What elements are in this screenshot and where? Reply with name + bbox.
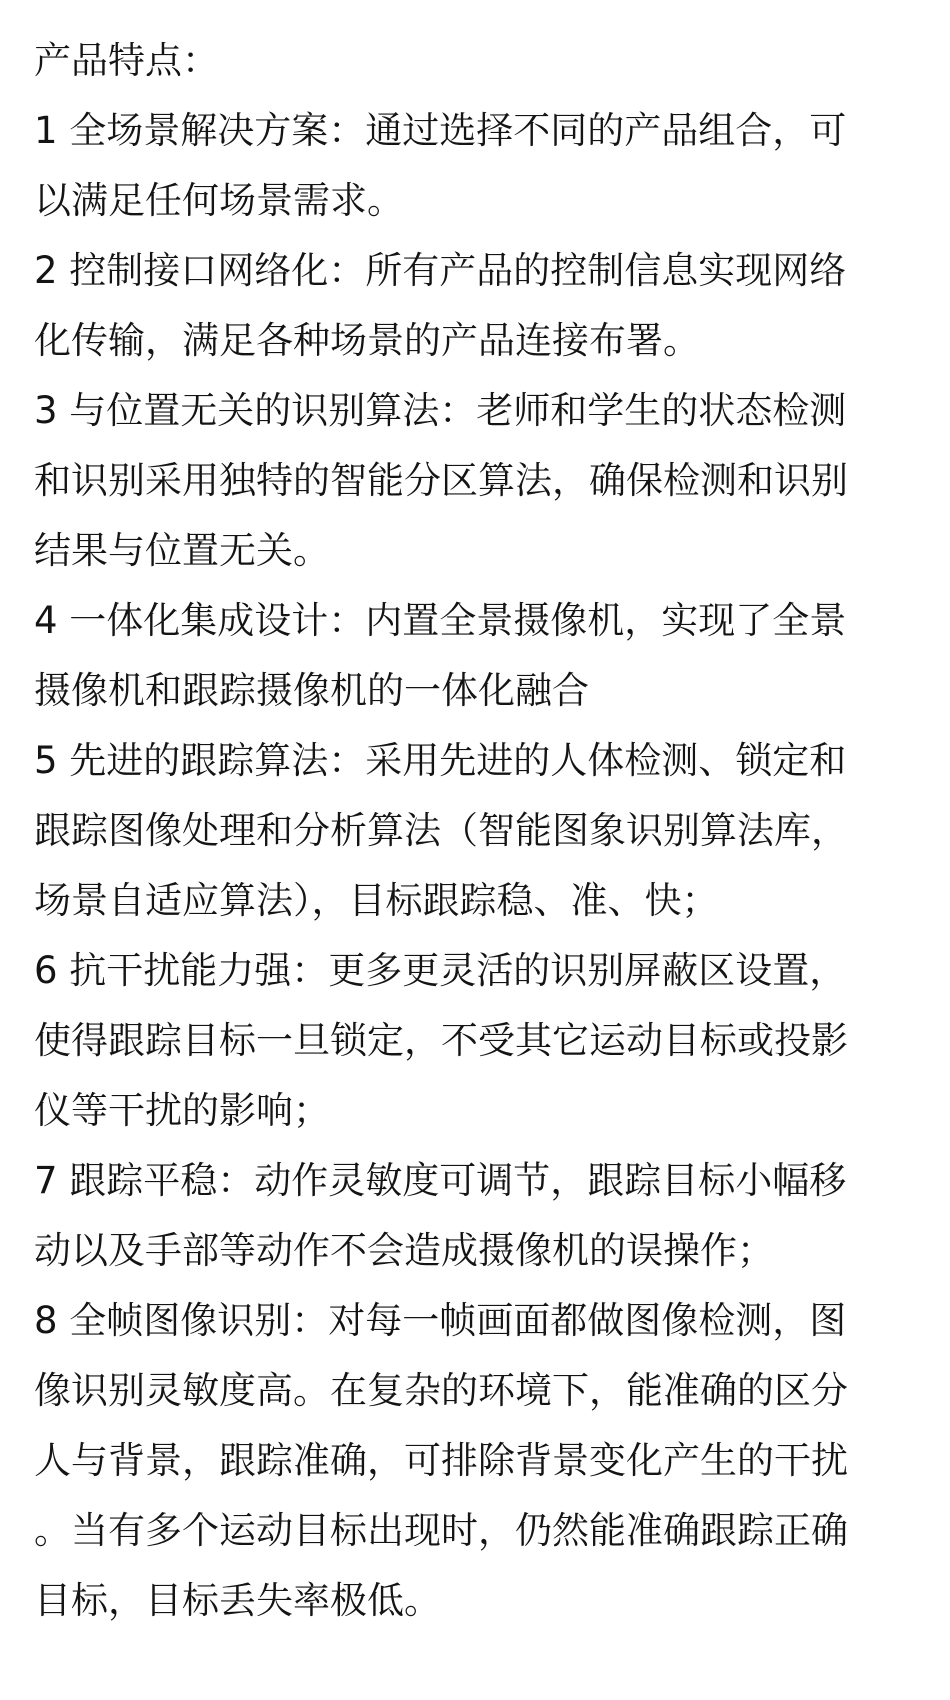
text-line: 6 抗干扰能力强：更多更灵活的识别屏蔽区设置， [34,949,847,992]
text-line: 4 一体化集成设计：内置全景摄像机，实现了全景 [34,599,847,642]
text-line: 目标，目标丢失率极低。 [34,1579,441,1622]
features-heading: 产品特点： [34,39,219,82]
text-line: 像识别灵敏度高。在复杂的环境下，能准确的区分 [34,1369,848,1412]
text-line: 场景自适应算法），目标跟踪稳、准、快； [34,879,719,922]
product-features-text [34,26,918,1636]
text-line: 和识别采用独特的智能分区算法，确保检测和识别 [34,459,848,502]
text-line: 3 与位置无关的识别算法：老师和学生的状态检测 [34,389,847,432]
text-line: 化传输，满足各种场景的产品连接布署。 [34,319,700,362]
text-line: 摄像机和跟踪摄像机的一体化融合 [34,669,589,712]
text-line: 以满足任何场景需求。 [34,179,404,222]
text-line: 7 跟踪平稳：动作灵敏度可调节，跟踪目标小幅移 [34,1159,847,1202]
text-line: 使得跟踪目标一旦锁定，不受其它运动目标或投影 [34,1019,848,1062]
text-line: 2 控制接口网络化：所有产品的控制信息实现网络 [34,249,847,292]
text-line: 跟踪图像处理和分析算法（智能图象识别算法库， [34,809,848,852]
text-line: 。当有多个运动目标出现时，仍然能准确跟踪正确 [34,1509,848,1552]
text-line: 人与背景，跟踪准确，可排除背景变化产生的干扰 [34,1439,848,1482]
text-line: 仪等干扰的影响； [34,1089,330,1132]
text-line: 结果与位置无关。 [34,529,330,572]
text-line: 8 全帧图像识别：对每一帧画面都做图像检测，图 [34,1299,847,1342]
text-line: 1 全场景解决方案：通过选择不同的产品组合，可 [34,109,847,152]
text-line: 动以及手部等动作不会造成摄像机的误操作； [34,1229,774,1272]
text-line: 5 先进的跟踪算法：采用先进的人体检测、锁定和 [34,739,847,782]
